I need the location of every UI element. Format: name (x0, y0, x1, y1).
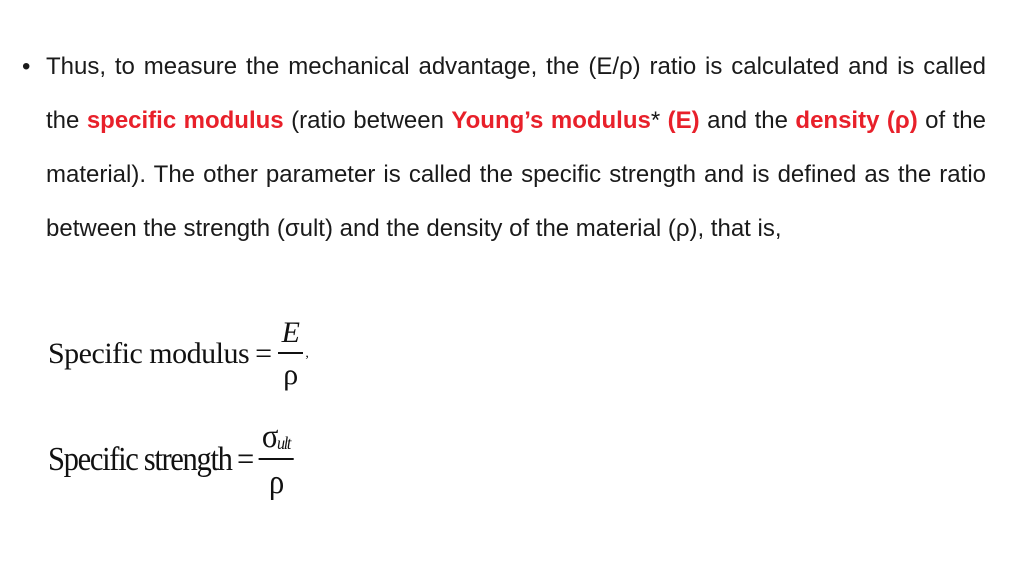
highlight-specific-modulus: specific modulus (86, 107, 284, 134)
fraction (278, 318, 304, 390)
fraction (258, 420, 293, 500)
formula-specific-strength (48, 420, 294, 500)
equals-sign: = (255, 337, 272, 370)
text-segment-3: * (650, 107, 668, 134)
formula-specific-modulus (48, 318, 308, 390)
text-segment-4: and the (699, 107, 796, 134)
formula-label: Specific modulus (48, 337, 250, 370)
subscript-ult: ult (277, 433, 291, 453)
paragraph-text (46, 40, 986, 256)
numerator (258, 420, 293, 458)
denominator: ρ (283, 358, 298, 391)
highlight-youngs-modulus: Young’s modulus (451, 107, 651, 134)
text-segment-1: Thus, to measure the mechanical advantage, the (E/ρ) ratio is calculated and is called the (46, 53, 986, 134)
highlight-density: density (ρ) (795, 107, 918, 134)
bullet-paragraph (22, 40, 986, 256)
numerator: E (281, 316, 300, 349)
text-segment-2: (ratio between (283, 107, 452, 134)
trailing-comma: , (305, 346, 309, 361)
bullet-marker: • (22, 53, 31, 80)
denominator: ρ (269, 464, 283, 501)
highlight-e-symbol: (E) (667, 107, 700, 134)
sigma-symbol: σ (261, 418, 278, 455)
text-segment-5: of the material). The other parameter is called the specific strength and is defined as the ratio between the strength (σult) and the density of the material (ρ), that is, (46, 107, 986, 242)
formula-label: Specific strength (48, 441, 232, 478)
equals-sign: = (236, 441, 253, 478)
